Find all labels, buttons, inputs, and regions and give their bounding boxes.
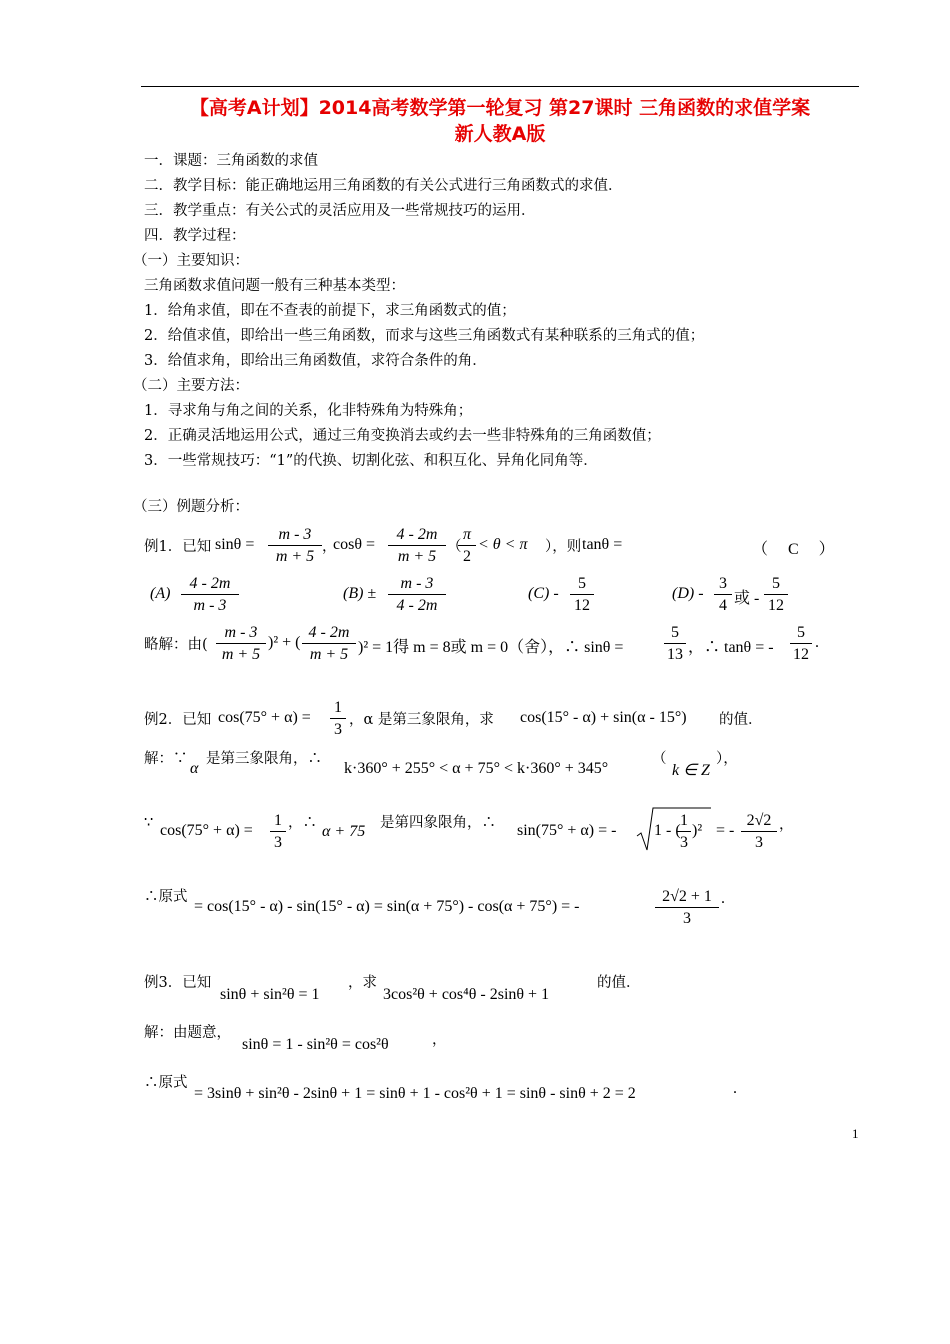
ex1-solution-tan-fraction: [790, 622, 812, 665]
ex1-range: < θ < π: [478, 536, 528, 553]
ex1-pi-half: [458, 524, 476, 567]
fraction-denominator: 3: [755, 834, 763, 851]
document-title-line2: 新人教A版: [454, 123, 546, 145]
fraction-numerator: 4 - 2m: [388, 524, 446, 546]
fraction-denominator: m + 5: [221, 646, 261, 663]
knowledge-type-2: 2．给值求值，即给出一些三角函数，而求与这些三角函数式有某种联系的三角式的值；: [144, 328, 705, 344]
ex2-sol1-text: 是第三象限角，∴: [206, 751, 322, 767]
ex1-comma: ，: [322, 539, 337, 555]
ex1-option-b-label: (B) ±: [343, 585, 377, 602]
ex1-solution-sin-fraction: [664, 622, 686, 665]
knowledge-type-1: 1．给角求值，即在不查表的前提下，求三角函数式的值；: [144, 303, 516, 319]
fraction-denominator: 3: [274, 834, 282, 851]
document-title-line1: 【高考A计划】2014高考数学第一轮复习 第27课时 三角函数的求值学案: [189, 97, 811, 119]
method-1: 1．寻求角与角之间的关系，化非特殊角为特殊角；: [144, 403, 473, 419]
ex2-sol2-therefore: ，∴: [288, 815, 317, 831]
ex3-sol2-prefix: ∴原式: [144, 1075, 188, 1091]
knowledge-heading: （一）主要知识：: [133, 253, 249, 269]
ex1-cos-fraction: [388, 524, 446, 567]
method-2: 2．正确灵活地运用公式，通过三角变换消去或约去一些非特殊角的三角函数值；: [144, 428, 661, 444]
fraction-numerator: 4 - 2m: [181, 573, 239, 595]
fraction-numerator: 5: [664, 622, 686, 644]
ex2-sol2-sin: sin(75° + α) = -: [517, 822, 617, 839]
ex1-solution-end: .: [815, 634, 819, 651]
fraction-denominator: 2: [463, 548, 471, 565]
ex1-sin: sinθ =: [215, 536, 255, 553]
header-rule: [141, 86, 859, 87]
fraction-numerator: 5: [764, 573, 788, 595]
ex3-sol2-end: .: [733, 1080, 737, 1097]
ex2-sol1-range: k·360° + 255° < α + 75° < k·360° + 345°: [344, 760, 609, 777]
ex2-sol2-quadrant: 是第四象限角，∴: [380, 815, 496, 831]
outline-goal: 二．教学目标：能正确地运用三角函数的有关公式进行三角函数式的求值．: [144, 178, 623, 194]
ex1-option-d-fraction-2: [764, 573, 788, 616]
fraction-denominator: 4 - 2m: [396, 597, 438, 614]
ex2-sol3-prefix: ∴原式: [144, 889, 188, 905]
ex2-sol3-end: .: [721, 890, 725, 907]
fraction-denominator: 13: [667, 646, 683, 663]
ex3-middle: ，求: [348, 975, 377, 991]
fraction-numerator: 3: [714, 573, 732, 595]
examples-heading: （三）例题分析：: [133, 499, 249, 515]
ex1-solution-prefix: 略解：由(: [144, 637, 208, 653]
ex2-sol2-equals: = -: [716, 822, 735, 839]
ex1-option-d-fraction-1: [714, 573, 732, 616]
ex2-prefix: 例2．已知: [144, 712, 212, 728]
ex2-target: cos(15° - α) + sin(α - 15°): [520, 709, 687, 726]
outline-process: 四．教学过程：: [144, 228, 246, 244]
ex2-sol2-square: )²: [692, 822, 703, 839]
ex1-option-d-label: (D) -: [672, 585, 704, 602]
fraction-numerator: 2√2 + 1: [655, 886, 719, 908]
ex2-middle: ，α 是第三象限角，求: [349, 712, 494, 728]
fraction-numerator: m - 3: [268, 524, 322, 546]
fraction-numerator: 1: [270, 810, 286, 832]
fraction-denominator: m + 5: [397, 548, 437, 565]
ex3-given: sinθ + sin²θ = 1: [220, 986, 320, 1003]
ex2-sol2-fraction: [270, 810, 286, 853]
ex1-option-a-label: (A): [150, 585, 171, 602]
ex2-sol3-expr: = cos(15° - α) - sin(15° - α) = sin(α + 75°) - cos(α + 75°) = -: [194, 898, 580, 915]
fraction-denominator: 3: [683, 910, 691, 927]
fraction-denominator: m + 5: [309, 646, 349, 663]
ex2-sol2-result-fraction: [741, 810, 777, 853]
ex1-solution-mid: )² + (: [268, 634, 301, 651]
outline-focus: 三．教学重点：有关公式的灵活应用及一些常规技巧的运用．: [144, 203, 536, 219]
outline-topic: 一．课题：三角函数的求值: [144, 153, 318, 169]
fraction-denominator: 3: [680, 834, 688, 851]
fraction-denominator: 4: [719, 597, 727, 614]
ex2-sol2-angle: α + 75: [322, 823, 366, 840]
fraction-denominator: m - 3: [193, 597, 227, 614]
ex1-option-c-label: (C) -: [528, 585, 559, 602]
ex1-answer: （ C ）: [752, 541, 835, 558]
ex1-prefix: 例1．已知: [144, 539, 212, 555]
fraction-denominator: 12: [793, 646, 809, 663]
fraction-numerator: 1: [677, 810, 691, 832]
fraction-numerator: 2√2: [741, 810, 777, 832]
ex1-sin-fraction: [268, 524, 322, 567]
fraction-numerator: 5: [570, 573, 594, 595]
ex3-sol1-prefix: 解：由题意，: [144, 1025, 231, 1041]
ex2-sol1-prefix: 解：∵: [144, 751, 188, 767]
ex1-option-d-or: 或 -: [734, 590, 760, 607]
ex1-paren-close: ），则: [545, 539, 582, 555]
ex3-suffix: 的值．: [597, 975, 641, 991]
fraction-denominator: 3: [334, 721, 342, 738]
fraction-numerator: 5: [790, 622, 812, 644]
ex3-prefix: 例3．已知: [144, 975, 212, 991]
ex2-sol2-sqrt-body: 1 - (: [654, 822, 681, 839]
ex2-sol1-k-close: ），: [716, 751, 738, 767]
fraction-denominator: m + 5: [275, 548, 315, 565]
ex2-sol3-fraction: [655, 886, 719, 929]
page-number: 1: [852, 1126, 859, 1141]
methods-heading: （二）主要方法：: [133, 378, 249, 394]
ex2-given-fraction: [330, 697, 346, 740]
ex1-option-a-fraction: [181, 573, 239, 616]
method-3: 3．一些常规技巧：“1”的代换、切割化弦、和积互化、异角化同角等．: [144, 453, 598, 469]
ex2-sol1-k-open: （: [652, 751, 667, 767]
ex3-sol1-expr: sinθ = 1 - sin²θ = cos²θ: [242, 1036, 389, 1053]
fraction-denominator: 12: [574, 597, 590, 614]
ex2-given: cos(75° + α) =: [218, 709, 311, 726]
fraction-denominator: 12: [768, 597, 784, 614]
ex2-sol2-end: ，: [779, 817, 794, 833]
ex1-tan: tanθ =: [582, 536, 623, 553]
ex2-sol2-because: ∵: [144, 815, 154, 831]
ex1-solution-fraction-a: [216, 622, 266, 665]
fraction-numerator: m - 3: [216, 622, 266, 644]
ex1-paren-open: （: [447, 539, 462, 555]
ex1-cos: cosθ =: [333, 536, 376, 553]
ex2-sol2-inner-fraction: [677, 810, 691, 853]
ex3-target: 3cos²θ + cos⁴θ - 2sinθ + 1: [383, 986, 550, 1003]
ex1-solution-fraction-b: [302, 622, 356, 665]
ex3-sol2-expr: = 3sinθ + sin²θ - 2sinθ + 1 = sinθ + 1 - cos²θ + 1 = sinθ - sinθ + 2 = 2: [194, 1085, 636, 1102]
fraction-numerator: m - 3: [388, 573, 446, 595]
knowledge-intro: 三角函数求值问题一般有三种基本类型：: [144, 278, 405, 294]
fraction-numerator: π: [458, 524, 476, 546]
ex2-sol1-alpha: α: [190, 760, 199, 777]
ex1-solution-after: )² = 1得 m = 8或 m = 0（舍），∴ sinθ =: [358, 639, 624, 656]
fraction-numerator: 1: [330, 697, 346, 719]
ex2-suffix: 的值．: [719, 712, 763, 728]
fraction-numerator: 4 - 2m: [302, 622, 356, 644]
ex2-sol1-k: k ∈ Z: [672, 762, 710, 779]
ex1-solution-tan: ，∴ tanθ = -: [688, 639, 774, 656]
ex1-option-c-fraction: [570, 573, 594, 616]
ex2-sol2-expr: cos(75° + α) =: [160, 822, 253, 839]
knowledge-type-3: 3．给值求角，即给出三角函数值，求符合条件的角．: [144, 353, 487, 369]
ex3-sol1-end: ，: [432, 1032, 447, 1048]
ex1-option-b-fraction: [388, 573, 446, 616]
